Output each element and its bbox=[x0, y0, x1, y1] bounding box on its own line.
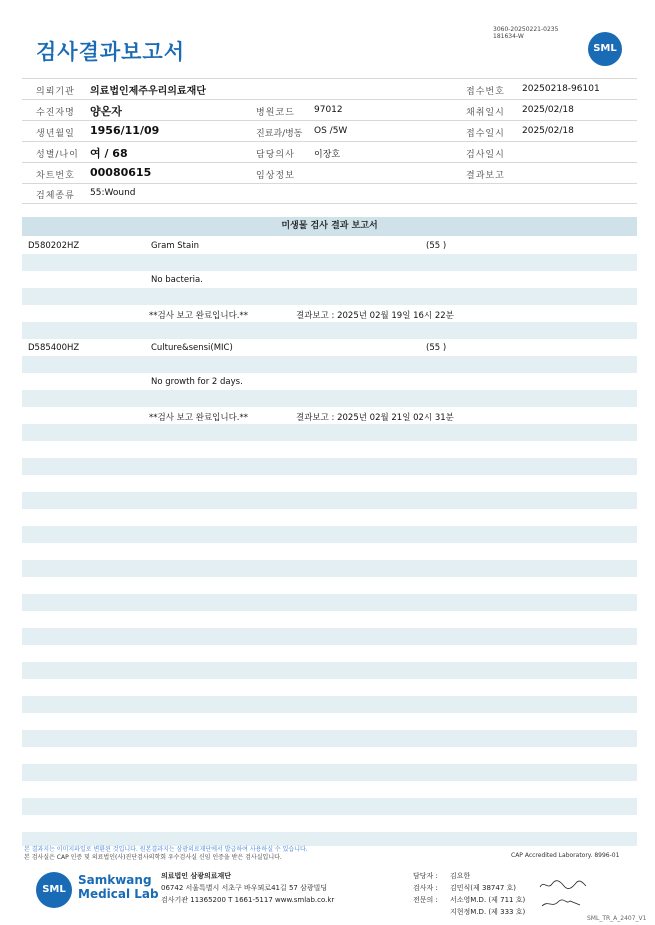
doctor-label: 담당의사 bbox=[256, 150, 295, 160]
chart-no-value: 00080615 bbox=[90, 166, 152, 179]
table-row-stripe bbox=[22, 288, 637, 305]
sex-age-label: 성별/나이 bbox=[36, 150, 79, 160]
test-result: No bacteria. bbox=[151, 275, 203, 285]
signature-image bbox=[540, 896, 584, 910]
org-contact: 검사기관 11365200 T 1661-5117 www.smlab.co.kr bbox=[161, 896, 335, 904]
test-code: D580202HZ bbox=[28, 241, 80, 251]
dob-label: 생년월일 bbox=[36, 129, 75, 139]
table-row-stripe bbox=[22, 254, 637, 271]
table-row-stripe bbox=[22, 356, 637, 373]
patient-value: 양온자 bbox=[90, 105, 122, 118]
receipt-no-label: 접수번호 bbox=[466, 87, 505, 97]
table-row-stripe bbox=[22, 492, 637, 509]
clinical-label: 임상정보 bbox=[256, 171, 295, 181]
test-code: D585400HZ bbox=[28, 343, 80, 353]
section-title: 미생물 검사 결과 보고서 bbox=[22, 217, 637, 236]
info-divider bbox=[22, 120, 637, 121]
cap-accreditation: CAP Accredited Laboratory. 8996-01 bbox=[511, 852, 620, 859]
form-code: SML_TR_A_2407_V1 bbox=[587, 915, 647, 922]
test-ref: (55 ) bbox=[426, 241, 447, 251]
table-row-stripe bbox=[22, 764, 637, 781]
chart-no-label: 차트번호 bbox=[36, 171, 75, 181]
specialist-value-2: 지현정M.D. (제 333 호) bbox=[450, 908, 526, 916]
dept-label: 진료과/병동 bbox=[256, 129, 303, 139]
document-id-line-2: 181634-W bbox=[493, 33, 524, 40]
footer-notice-2: 본 검사실은 CAP 인증 및 의료법인(사)진단검사의학회 우수검사실 신임 인증을 받은 검사실입니다. bbox=[24, 854, 282, 861]
report-time: 결과보고 : 2025년 02월 19일 16시 22분 bbox=[296, 311, 454, 321]
org-address: 06742 서울특별시 서초구 바우뫼로41길 57 삼광빌딩 bbox=[161, 884, 328, 892]
doctor-value: 이장호 bbox=[314, 150, 341, 160]
table-row-stripe bbox=[22, 390, 637, 407]
info-divider bbox=[22, 183, 637, 184]
specialist-value-1: 서소영M.D. (제 711 호) bbox=[450, 896, 526, 904]
document-id bbox=[493, 26, 558, 40]
test-date-label: 검사일시 bbox=[466, 150, 505, 160]
specimen-label: 검체종류 bbox=[36, 191, 75, 201]
table-row-stripe bbox=[22, 662, 637, 679]
table-row-stripe bbox=[22, 322, 637, 339]
hospital-code-label: 병원코드 bbox=[256, 108, 295, 118]
tester-label: 검사자 : bbox=[413, 884, 438, 892]
document-id-line-1: 3060-20250221-0235 bbox=[493, 26, 559, 33]
table-row-stripe bbox=[22, 526, 637, 543]
table-row-stripe bbox=[22, 798, 637, 815]
test-ref: (55 ) bbox=[426, 343, 447, 353]
tester-value: 김민식(제 38747 호) bbox=[450, 884, 516, 892]
sml-logo: SML bbox=[588, 32, 622, 66]
info-divider bbox=[22, 203, 637, 204]
patient-label: 수진자명 bbox=[36, 108, 75, 118]
report-complete: **검사 보고 완료입니다.** bbox=[149, 413, 249, 423]
signature-image bbox=[538, 878, 588, 892]
test-result: No growth for 2 days. bbox=[151, 377, 243, 387]
table-row-stripe bbox=[22, 730, 637, 747]
info-divider bbox=[22, 78, 637, 79]
staff-label: 담당자 : bbox=[413, 872, 438, 880]
specimen-value: 55:Wound bbox=[90, 188, 136, 198]
table-row-stripe bbox=[22, 696, 637, 713]
brand-name bbox=[78, 873, 159, 901]
specialist-label: 전문의 : bbox=[413, 896, 438, 904]
table-row-stripe bbox=[22, 424, 637, 441]
page-title: 검사결과보고서 bbox=[36, 40, 186, 64]
sml-brand-logo: SML bbox=[36, 872, 72, 908]
dept-value: OS /5W bbox=[314, 126, 348, 136]
info-divider bbox=[22, 141, 637, 142]
brand-name-line-1: Samkwang bbox=[78, 873, 152, 887]
client-label: 의뢰기관 bbox=[36, 87, 75, 97]
dob-value: 1956/11/09 bbox=[90, 124, 160, 137]
test-name: Culture&sensi(MIC) bbox=[151, 343, 233, 353]
client-value: 의료법인제주우리의료재단 bbox=[90, 86, 206, 97]
report-time: 결과보고 : 2025년 02월 21일 02시 31분 bbox=[296, 413, 454, 423]
org-name: 의료법인 삼광의료재단 bbox=[161, 872, 232, 880]
receipt-date-label: 접수일시 bbox=[466, 129, 505, 139]
test-name: Gram Stain bbox=[151, 241, 199, 251]
collect-date-value: 2025/02/18 bbox=[522, 105, 574, 115]
hospital-code-value: 97012 bbox=[314, 105, 343, 115]
collect-date-label: 채취일시 bbox=[466, 108, 505, 118]
report-complete: **검사 보고 완료입니다.** bbox=[149, 311, 249, 321]
sex-age-value: 여 / 68 bbox=[90, 147, 128, 160]
table-row-stripe bbox=[22, 560, 637, 577]
staff-value: 김요한 bbox=[450, 872, 471, 880]
brand-name-line-2: Medical Lab bbox=[78, 887, 159, 901]
table-row-stripe bbox=[22, 594, 637, 611]
footer-notice-1: 본 결과지는 이미지파일로 변환된 것입니다. 원본결과지는 삼광의료재단에서 발급하여 사용하실 수 있습니다. bbox=[24, 846, 308, 853]
table-row-stripe bbox=[22, 458, 637, 475]
info-divider bbox=[22, 162, 637, 163]
receipt-date-value: 2025/02/18 bbox=[522, 126, 574, 136]
receipt-no-value: 20250218-96101 bbox=[522, 84, 600, 94]
table-row-stripe bbox=[22, 628, 637, 645]
info-divider bbox=[22, 99, 637, 100]
report-label: 결과보고 bbox=[466, 171, 505, 181]
